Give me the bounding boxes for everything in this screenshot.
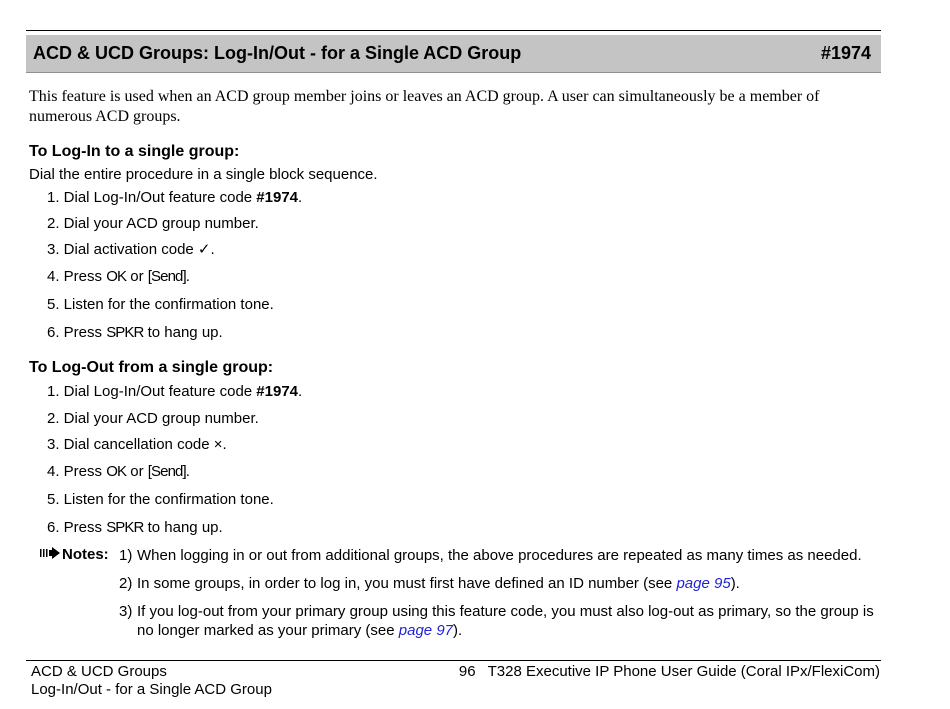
cross-icon: ×	[213, 436, 223, 453]
logout-heading: To Log-Out from a single group:	[29, 359, 274, 376]
section-title-bar	[26, 35, 881, 73]
login-step-1: 1. Dial Log-In/Out feature code #1974.	[47, 189, 303, 206]
section-title: ACD & UCD Groups: Log-In/Out - for a Single ACD Group	[33, 43, 522, 63]
footer-section: Log-In/Out - for a Single ACD Group	[31, 681, 272, 698]
guide-title: T328 Executive IP Phone User Guide (Coral IPx/FlexiCom)	[487, 663, 880, 680]
send-key: [Send]	[147, 463, 186, 480]
login-subtext: Dial the entire procedure in a single block sequence.	[29, 166, 378, 183]
send-key: [Send]	[147, 268, 186, 285]
login-step-4: 4. Press OK or [Send].	[47, 268, 190, 285]
page-97-link[interactable]: page 97	[398, 622, 454, 639]
login-heading: To Log-In to a single group:	[29, 143, 240, 160]
logout-step-1: 1. Dial Log-In/Out feature code #1974.	[47, 383, 303, 400]
spkr-key: SPKR	[106, 324, 144, 341]
login-step-3: 3. Dial activation code ✓.	[47, 241, 215, 258]
logout-step-4: 4. Press OK or [Send].	[47, 463, 190, 480]
note-3: 3) If you log-out from your primary group using this feature code, you must also log-out as primary, so the group is no longer marked as your primary (see page 97).	[119, 603, 874, 639]
checkmark-icon: ✓	[197, 241, 211, 258]
page-number: 96	[458, 663, 476, 680]
spkr-key: SPKR	[106, 519, 144, 536]
logout-step-5: 5. Listen for the confirmation tone.	[47, 491, 274, 508]
login-step-5: 5. Listen for the confirmation tone.	[47, 296, 274, 313]
ok-key: OK	[106, 268, 127, 285]
note-1: 1) When logging in or out from additional groups, the above procedures are repeated as many times as needed.	[119, 547, 862, 564]
login-step-6: 6. Press SPKR to hang up.	[47, 324, 223, 341]
login-step-2: 2. Dial your ACD group number.	[47, 215, 259, 232]
note-2: 2) In some groups, in order to log in, you must first have defined an ID number (see page 95).	[119, 575, 740, 592]
footer-chapter: ACD & UCD Groups	[31, 663, 167, 680]
feature-code-inline: #1974	[256, 383, 299, 400]
top-rule	[26, 30, 881, 31]
intro-paragraph: This feature is used when an ACD group member joins or leaves an ACD group. A user can simultaneously be a member of numerous ACD groups.	[29, 88, 820, 125]
feature-code-inline: #1974	[256, 189, 299, 206]
footer-guide	[459, 663, 880, 681]
notes-label: Notes:	[40, 546, 109, 563]
footer-breadcrumb	[31, 663, 272, 699]
logout-step-3: 3. Dial cancellation code ×.	[47, 436, 227, 453]
ok-key: OK	[106, 463, 127, 480]
footer-rule	[26, 660, 881, 661]
logout-step-6: 6. Press SPKR to hang up.	[47, 519, 223, 536]
feature-code: #1974	[820, 43, 871, 63]
page-95-link[interactable]: page 95	[676, 575, 731, 592]
logout-step-2: 2. Dial your ACD group number.	[47, 410, 259, 427]
pointing-hand-icon	[40, 546, 60, 563]
